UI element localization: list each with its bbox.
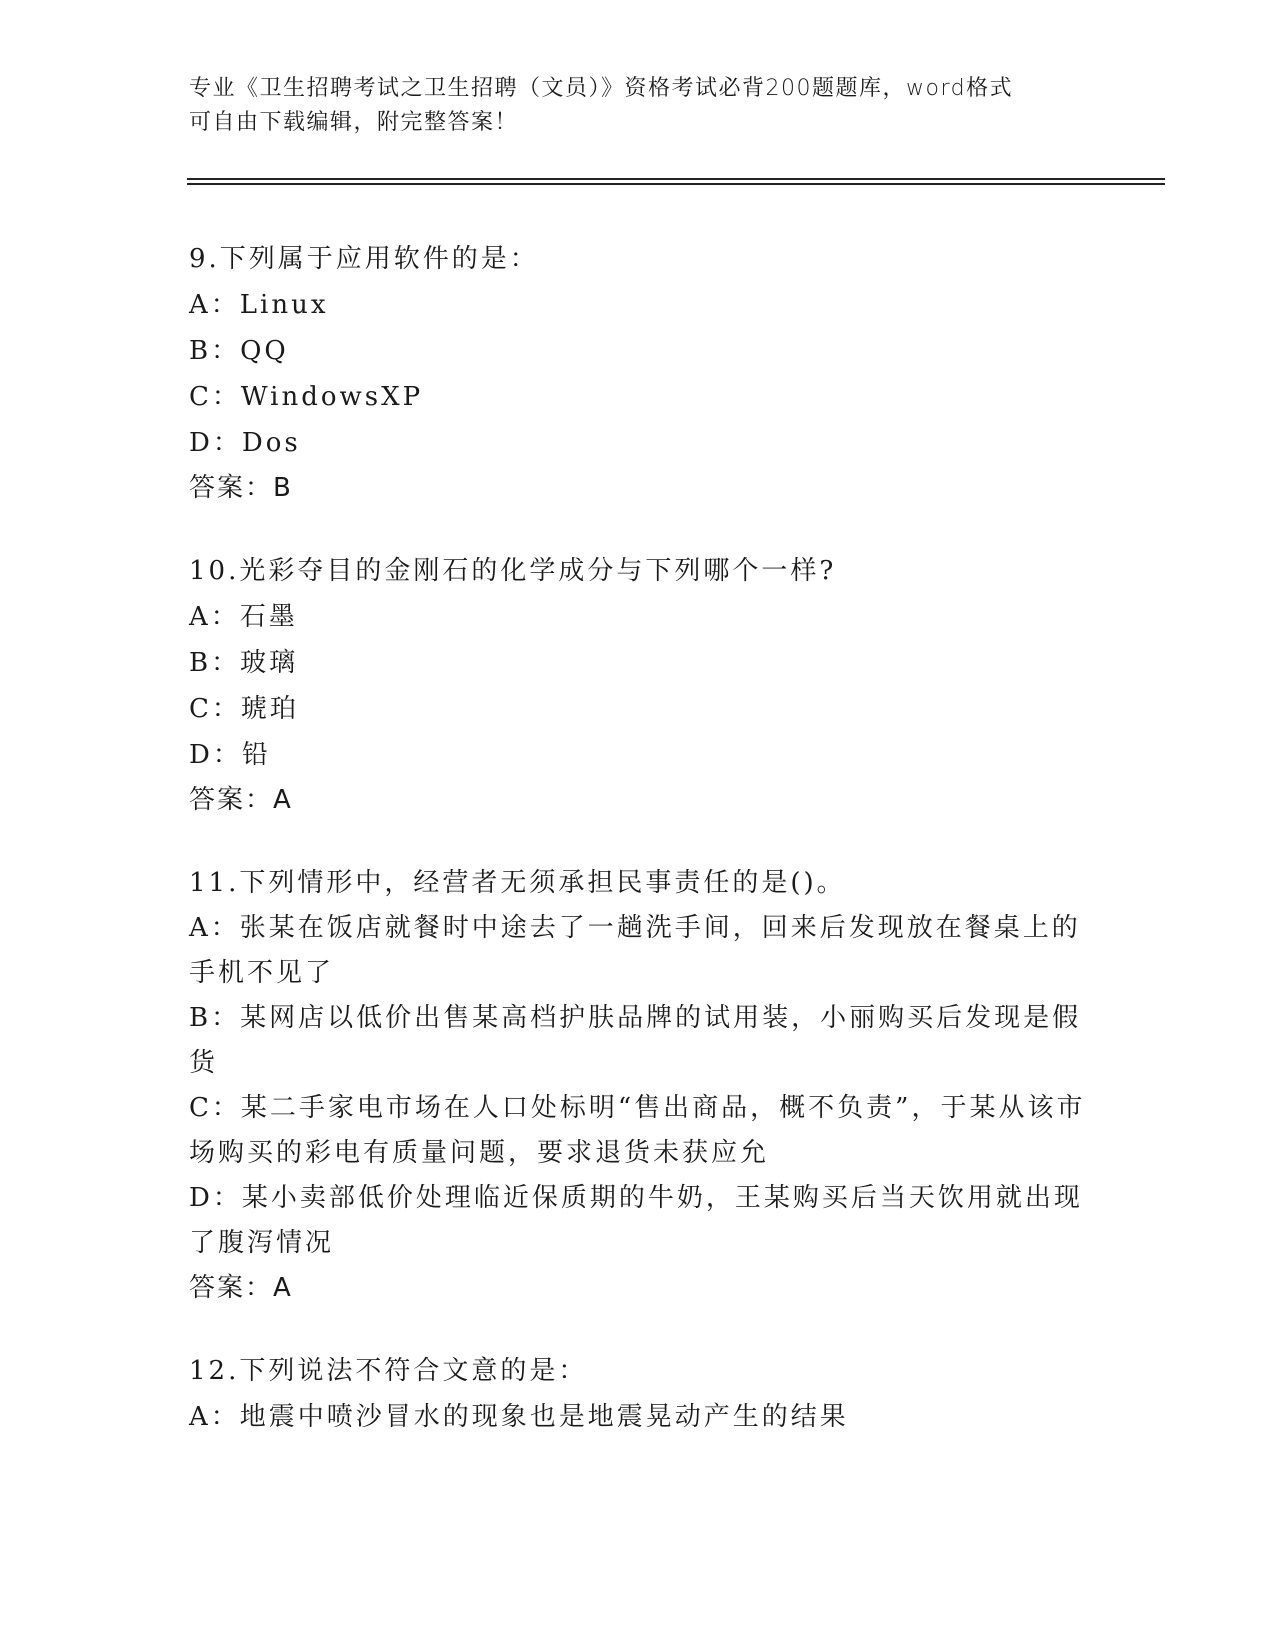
option-b: B：QQ [189, 336, 289, 366]
question-9 [189, 236, 1089, 510]
answer-line: 答案：A [189, 1273, 293, 1303]
option-a: A：张某在饭店就餐时中途去了一趟洗手间，回来后发现放在餐桌上的手机不见了 [189, 913, 1081, 988]
question-stem: 12.下列说法不符合文意的是： [189, 1356, 588, 1386]
question-12 [189, 1348, 1089, 1440]
option-c: C：某二手家电市场在人口处标明“售出商品，概不负责”，于某从该市场购买的彩电有质量问题，要求退货未获应允 [189, 1093, 1086, 1168]
option-a: A：Linux [189, 290, 329, 320]
question-stem: 10.光彩夺目的金刚石的化学成分与下列哪个一样? [189, 556, 837, 586]
option-c: C：WindowsXP [189, 382, 424, 412]
question-stem: 9.下列属于应用软件的是： [189, 244, 539, 274]
question-10 [189, 548, 1089, 822]
option-d: D：铅 [189, 740, 271, 770]
header-divider-bottom [187, 183, 1165, 185]
answer-line: 答案：B [189, 473, 293, 503]
option-b: B：玻璃 [189, 648, 299, 678]
option-a: A：石墨 [189, 602, 298, 632]
header-line-1: 专业《卫生招聘考试之卫生招聘（文员）》资格考试必背200题题库，word格式 [189, 76, 1014, 101]
document-header [189, 72, 1069, 140]
option-d: D：Dos [189, 428, 301, 458]
option-b: B：某网店以低价出售某高档护肤品牌的试用装，小丽购买后发现是假货 [189, 1003, 1082, 1078]
option-d: D：某小卖部低价处理临近保质期的牛奶，王某购买后当天饮用就出现了腹泻情况 [189, 1183, 1083, 1258]
header-line-2: 可自由下载编辑，附完整答案！ [189, 110, 519, 135]
question-list [189, 236, 1089, 1478]
answer-line: 答案：A [189, 785, 293, 815]
header-divider-top [187, 178, 1165, 180]
option-c: C：琥珀 [189, 694, 299, 724]
option-a: A：地震中喷沙冒水的现象也是地震晃动产生的结果 [189, 1402, 849, 1432]
question-11 [189, 860, 1089, 1310]
question-stem: 11.下列情形中，经营者无须承担民事责任的是()。 [189, 868, 846, 898]
